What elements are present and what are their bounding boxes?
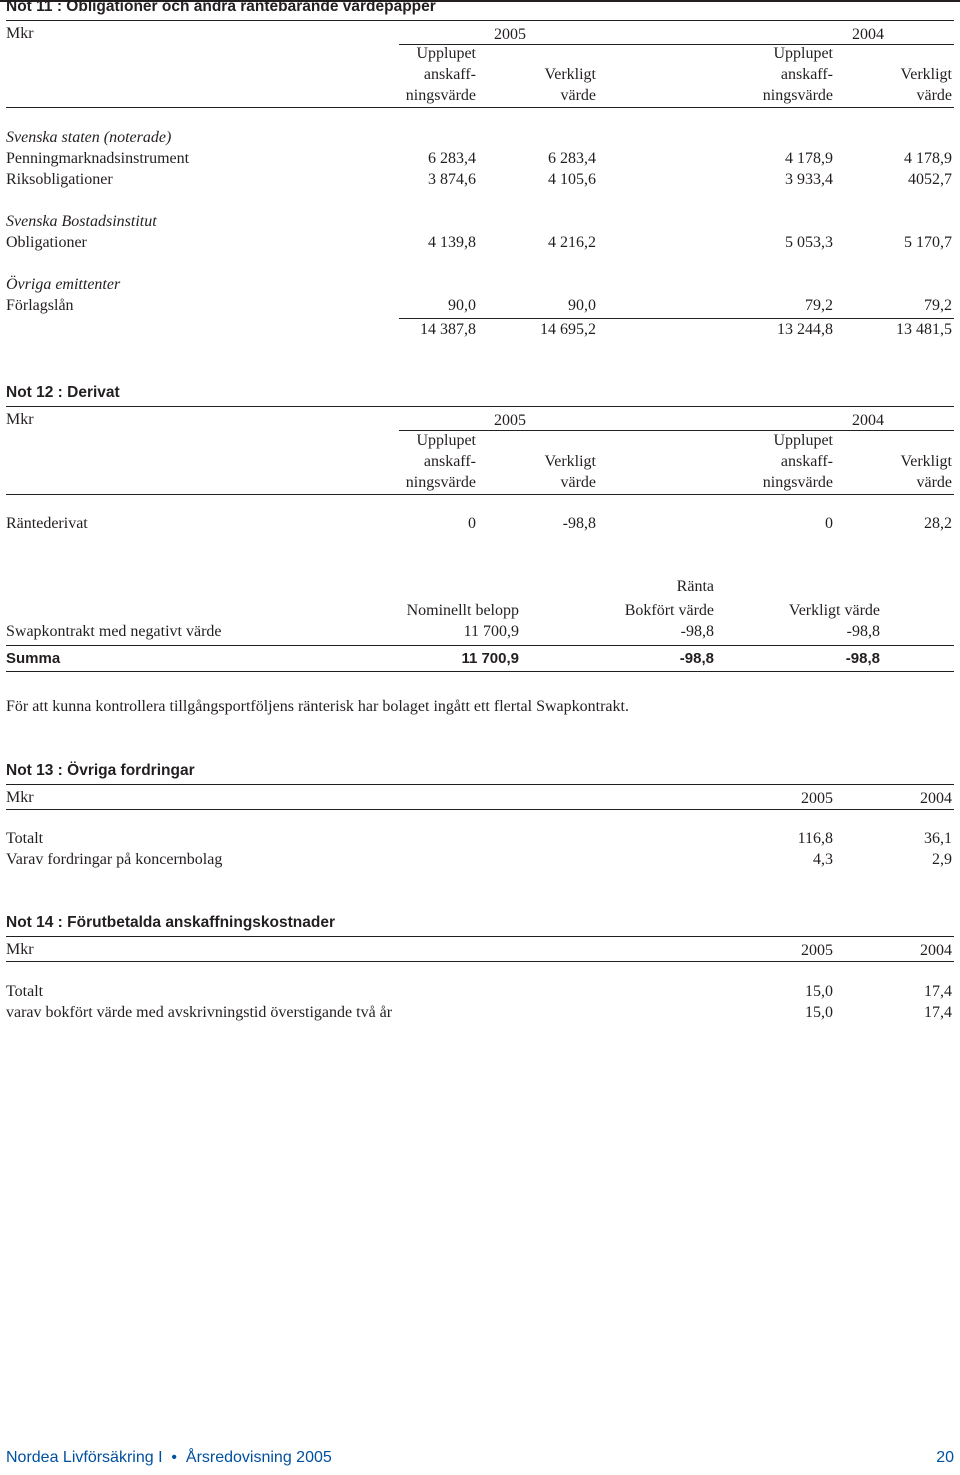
not13-title-rule bbox=[6, 784, 954, 785]
not11-cell: 90,0 bbox=[448, 297, 476, 314]
not12-year-2004: 2004 bbox=[852, 412, 884, 429]
not11-cell: 4 105,6 bbox=[548, 171, 596, 188]
not11-row-label: Riksobligationer bbox=[6, 171, 113, 188]
not14-cell: 17,4 bbox=[924, 983, 952, 1000]
not13-cell: 2,9 bbox=[932, 851, 952, 868]
swap-header-nominal: Nominellt belopp bbox=[406, 602, 519, 619]
footer-page-number: 20 bbox=[936, 1449, 954, 1466]
not11-col-cost-2004-l2: anskaff- bbox=[780, 66, 833, 83]
not11-group-heading: Övriga emittenter bbox=[6, 276, 121, 293]
swap-cell: -98,8 bbox=[680, 623, 714, 640]
not13-row-label: Varav fordringar på koncernbolag bbox=[6, 851, 223, 868]
not12-colhead-rule bbox=[6, 494, 954, 495]
swap-cell: -98,8 bbox=[846, 623, 880, 640]
not11-mkr: Mkr bbox=[6, 25, 34, 42]
swap-header-fair: Verkligt värde bbox=[788, 602, 880, 619]
not11-cell: 6 283,4 bbox=[548, 150, 596, 167]
not12-cell: -98,8 bbox=[562, 515, 596, 532]
not12-col-cost-2004-l1: Upplupet bbox=[773, 432, 833, 449]
not13-title: Not 13 : Övriga fordringar bbox=[6, 762, 195, 779]
not11-col-fair-2004-l1: Verkligt bbox=[900, 66, 952, 83]
not13-row-label: Totalt bbox=[6, 830, 44, 847]
not11-col-cost-2005-l2: anskaff- bbox=[423, 66, 476, 83]
not11-year-2005: 2005 bbox=[494, 26, 526, 43]
swap-sum-cell: -98,8 bbox=[845, 650, 880, 667]
not11-title-rule bbox=[6, 20, 954, 21]
not11-row-label: Förlagslån bbox=[6, 297, 74, 314]
not13-cell: 116,8 bbox=[797, 830, 833, 847]
not12-header-rule bbox=[399, 430, 954, 431]
not12-col-cost-2005-l1: Upplupet bbox=[416, 432, 476, 449]
not11-cell: 5 170,7 bbox=[904, 234, 952, 251]
swap-sum-cell: 11 700,9 bbox=[461, 650, 519, 667]
not12-row-label: Räntederivat bbox=[6, 515, 88, 532]
not11-col-fair-2004-l2: värde bbox=[916, 87, 952, 104]
not11-cell: 90,0 bbox=[568, 297, 596, 314]
not12-cell: 0 bbox=[468, 515, 476, 532]
not12-col-cost-2005-l3: ningsvärde bbox=[405, 474, 476, 491]
not14-year-2005: 2005 bbox=[801, 942, 833, 959]
swap-bottom-rule bbox=[6, 671, 954, 672]
not11-cell: 6 283,4 bbox=[428, 150, 476, 167]
not11-total-cell: 14 387,8 bbox=[420, 321, 476, 338]
not11-col-cost-2005-l3: ningsvärde bbox=[405, 87, 476, 104]
not11-col-cost-2004-l1: Upplupet bbox=[773, 45, 833, 62]
not11-col-cost-2004-l3: ningsvärde bbox=[762, 87, 833, 104]
not11-colhead-rule bbox=[6, 107, 954, 108]
not11-row-label: Obligationer bbox=[6, 234, 87, 251]
not12-col-fair-2005-l2: värde bbox=[560, 474, 596, 491]
not12-year-2005: 2005 bbox=[494, 412, 526, 429]
not11-col-cost-2005-l1: Upplupet bbox=[416, 45, 476, 62]
not14-mkr: Mkr bbox=[6, 941, 34, 958]
not11-row-label: Penningmarknadsinstrument bbox=[6, 150, 190, 167]
not12-col-fair-2004-l2: värde bbox=[916, 474, 952, 491]
not11-total-cell: 13 244,8 bbox=[777, 321, 833, 338]
not11-col-fair-2005-l2: värde bbox=[560, 87, 596, 104]
not12-col-cost-2005-l2: anskaff- bbox=[423, 453, 476, 470]
swap-sum-cell: -98,8 bbox=[679, 650, 714, 667]
not13-cell: 4,3 bbox=[813, 851, 833, 868]
not12-col-cost-2004-l2: anskaff- bbox=[780, 453, 833, 470]
not11-cell: 4 139,8 bbox=[428, 234, 476, 251]
not11-cell: 4 216,2 bbox=[548, 234, 596, 251]
not14-header-rule bbox=[6, 961, 954, 962]
swap-header-book: Bokfört värde bbox=[624, 602, 714, 619]
not13-mkr: Mkr bbox=[6, 789, 34, 806]
swap-header-top: Ränta bbox=[676, 578, 714, 595]
not14-year-2004: 2004 bbox=[920, 942, 952, 959]
not11-cell: 3 933,4 bbox=[785, 171, 833, 188]
not14-cell: 17,4 bbox=[924, 1004, 952, 1021]
swap-cell: 11 700,9 bbox=[463, 623, 519, 640]
not11-cell: 4 178,9 bbox=[785, 150, 833, 167]
not11-cell: 79,2 bbox=[924, 297, 952, 314]
not13-header-rule bbox=[6, 809, 954, 810]
not12-col-fair-2004-l1: Verkligt bbox=[900, 453, 952, 470]
not11-year-2004: 2004 bbox=[852, 26, 884, 43]
not12-note: För att kunna kontrollera tillgångsportföljens ränterisk har bolaget ingått ett flertal Swapkontrakt. bbox=[6, 698, 629, 715]
not11-cell: 4052,7 bbox=[908, 171, 952, 188]
not11-title: Not 11 : Obligationer och andra räntebärande värdepapper bbox=[6, 0, 436, 15]
not11-group-heading: Svenska staten (noterade) bbox=[6, 129, 172, 146]
not11-total-cell: 13 481,5 bbox=[896, 321, 952, 338]
not12-cell: 0 bbox=[825, 515, 833, 532]
not12-title: Not 12 : Derivat bbox=[6, 384, 120, 401]
not11-header-rule bbox=[399, 44, 954, 45]
not13-cell: 36,1 bbox=[924, 830, 952, 847]
not11-cell: 79,2 bbox=[805, 297, 833, 314]
not14-row-label: varav bokfört värde med avskrivningstid överstigande två år bbox=[6, 1004, 393, 1021]
not12-mkr: Mkr bbox=[6, 411, 34, 428]
not12-col-cost-2004-l3: ningsvärde bbox=[762, 474, 833, 491]
not11-cell: 3 874,6 bbox=[428, 171, 476, 188]
not11-cell: 5 053,3 bbox=[785, 234, 833, 251]
not14-title: Not 14 : Förutbetalda anskaffningskostnader bbox=[6, 914, 335, 931]
footer-text: Nordea Livförsäkring I • Årsredovisning 2005 bbox=[6, 1449, 332, 1466]
not14-cell: 15,0 bbox=[805, 983, 833, 1000]
not14-row-label: Totalt bbox=[6, 983, 44, 1000]
swap-sum-label: Summa bbox=[6, 650, 61, 667]
not11-group-heading: Svenska Bostadsinstitut bbox=[6, 213, 157, 230]
not12-cell: 28,2 bbox=[924, 515, 952, 532]
swap-row-label: Swapkontrakt med negativt värde bbox=[6, 623, 222, 640]
swap-sum-rule bbox=[6, 645, 954, 646]
not14-cell: 15,0 bbox=[805, 1004, 833, 1021]
not13-year-2005: 2005 bbox=[801, 790, 833, 807]
not12-title-rule bbox=[6, 406, 954, 407]
not11-col-fair-2005-l1: Verkligt bbox=[544, 66, 596, 83]
not13-year-2004: 2004 bbox=[920, 790, 952, 807]
not11-cell: 4 178,9 bbox=[904, 150, 952, 167]
not11-total-rule bbox=[399, 318, 954, 319]
not11-total-cell: 14 695,2 bbox=[540, 321, 596, 338]
not12-col-fair-2005-l1: Verkligt bbox=[544, 453, 596, 470]
not14-title-rule bbox=[6, 936, 954, 937]
